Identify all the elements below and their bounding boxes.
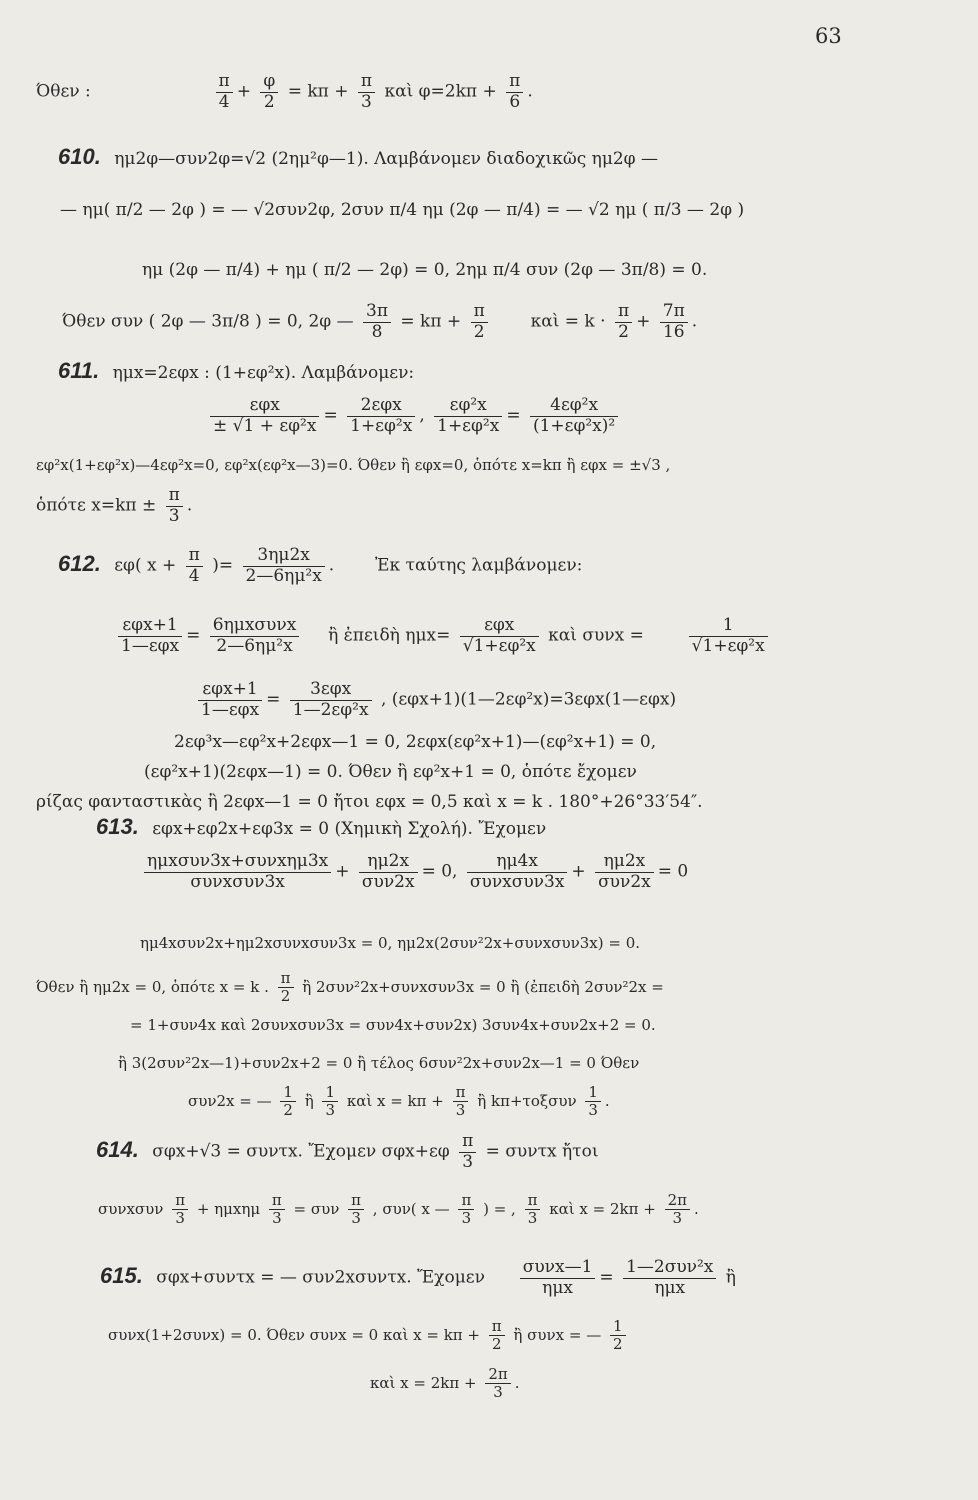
equation-text: Ἐκ ταύτης λαμβάνομεν:: [375, 555, 583, 576]
fraction: $\frac{1}{3}$: [322, 1084, 338, 1120]
equation-text: καὶ x = kπ +: [346, 1091, 444, 1110]
fraction: $\frac{1}{2}$: [280, 1084, 296, 1120]
problem-610-line: Όθεν συν ( 2φ — 3π/8 ) = 0, 2φ — $\frac{3\pi}{8}$ = kπ + $\frac{\pi}{2}$ καὶ = k · $\frac{\pi}{2}$ + $\frac{7\pi}{16}$ .: [62, 301, 698, 342]
problem-615-line: [108, 1318, 630, 1354]
fraction: $\frac{\pi}{3}$: [269, 1192, 285, 1228]
equation-text: = kπ +: [287, 81, 349, 102]
equation-text: + ημxημ: [196, 1199, 261, 1218]
problem-613-line: = 1+συν4x καὶ 2συνxσυν3x = συν4x+συν2x) 3συν4x+συν2x+2 = 0.: [130, 1016, 656, 1034]
fraction: ημxσυν3x+συνxημ3x συνxσυν3x: [144, 852, 331, 892]
fraction: $\frac{\pi}{2}$: [278, 970, 294, 1006]
fraction: ημ2x συν2x: [595, 852, 654, 892]
fraction: $\frac{3\pi}{8}$: [363, 302, 391, 342]
fraction: $\frac{\pi}{2}$: [471, 302, 488, 342]
since-text: Όθεν :: [36, 81, 91, 102]
problem-611-fractions: εφx ± √1 + εφ²x = 2εφx 1+εφ²x , $\frac{\text{εφ²x}}{\text{1+εφ²x}}$ = $\frac{\text{4εφ²x}}{\text{(1+εφ²x)²}}$: [206, 396, 622, 436]
fraction: $\frac{\pi}{3}$: [458, 1192, 474, 1228]
problem-612-line: (εφ²x+1)(2εφx—1) = 0. Όθεν ἢ εφ²x+1 = 0, ὁπότε ἔχομεν: [144, 762, 637, 782]
equation-text: ὁπότε x=kπ ±: [36, 495, 157, 516]
problem-612-line: 2εφ³x—εφ²x+2εφx—1 = 0, 2εφx(εφ²x+1)—(εφ²x+1) = 0,: [174, 732, 657, 752]
equation-text: Όθεν συν ( 2φ — 3π/8 ) = 0, 2φ —: [62, 311, 354, 332]
fraction: $\frac{\varphi}{2}$: [260, 72, 278, 112]
equation-text: , συν( x —: [372, 1199, 450, 1218]
problem-612-line: 612. εφ( x + $\frac{\pi}{4}$ )= $\frac{3\eta\mu 2x}{\text{2—6ημ²x}}$ . Ἐκ ταύτης λαμβάνομεν:: [58, 545, 583, 586]
fraction: εφx √1+εφ²x: [460, 616, 539, 656]
equation-text: = kπ +: [400, 311, 462, 332]
fraction: $\frac{1}{\text{√1+εφ²x}}$: [689, 616, 768, 656]
fraction: $\frac{\text{4εφ²x}}{\text{(1+εφ²x)²}}$: [530, 396, 618, 436]
equation-text: = συντx ἤτοι: [485, 1141, 599, 1162]
problem-614-line: συνxσυν $\frac{\pi}{3}$ + ημxημ $\frac{\pi}{3}$ = συν $\frac{\pi}{3}$ , συν( x — $\frac{\pi}{3}$ ) = , $\frac{\pi}{3}$ καὶ x = 2kπ + $\frac{2\pi}{3}$ .: [98, 1191, 699, 1228]
equation-text: Όθεν ἢ ημ2x = 0, ὁπότε x = k .: [36, 977, 269, 996]
problem-612-line: εφx+1 1—εφx = 6ημxσυνx 2—6ημ²x ἢ ἐπειδὴ ημx= εφx √1+εφ²x καὶ συνx = $\frac{1}{\text{√1+εφ²x}}$: [114, 616, 772, 656]
problem-613-line: ἢ 3(2συν²2x—1)+συν2x+2 = 0 ἢ τέλος 6συν²2x+συν2x—1 = 0 Όθεν: [118, 1054, 640, 1072]
problem-613-line: [36, 970, 664, 1006]
fraction: $\frac{\pi}{3}$: [166, 486, 183, 526]
fraction: 1—2συν²x ημx: [623, 1258, 716, 1298]
fraction: $\frac{3\eta\mu 2x}{\text{2—6ημ²x}}$: [243, 546, 325, 586]
problem-613-fractions: ημxσυν3x+συνxημ3x συνxσυν3x + ημ2x συν2x = 0, ημ4x συνxσυν3x + ημ2x συν2x = 0: [140, 852, 688, 892]
fraction: εφx ± √1 + εφ²x: [210, 396, 319, 436]
fraction: $\frac{2\pi}{3}$: [485, 1366, 510, 1402]
equation-text: ἢ ἐπειδὴ ημx=: [328, 625, 451, 646]
fraction: 3εφx 1—2εφ²x: [290, 680, 372, 720]
fraction: ημ4x συνxσυν3x: [467, 852, 568, 892]
problem-number: 615.: [100, 1262, 143, 1288]
fraction: $\frac{\text{εφ²x}}{\text{1+εφ²x}}$: [434, 396, 502, 436]
problem-number: 611.: [58, 358, 100, 383]
fraction: εφx+1 1—εφx: [118, 616, 182, 656]
equation-text: ἢ: [304, 1091, 314, 1110]
equation-text: καὶ = k ·: [530, 311, 606, 332]
fraction: $\frac{\pi}{3}$: [358, 72, 375, 112]
fraction: $\frac{\pi}{4}$: [216, 72, 233, 112]
equation-text: = συν: [293, 1199, 340, 1218]
page-number: 63: [815, 24, 842, 48]
fraction: $\frac{\pi}{2}$: [615, 302, 632, 342]
fraction: $\frac{\pi}{3}$: [348, 1192, 364, 1228]
fraction: 6ημxσυνx 2—6ημ²x: [210, 616, 300, 656]
fraction: $\frac{\pi}{3}$: [525, 1192, 541, 1228]
equation-text: εφx+εφ2x+εφ3x = 0 (Χημικὴ Σχολή). Ἔχομεν: [152, 819, 547, 839]
fraction: $\frac{\pi}{3}$: [172, 1192, 188, 1228]
equation-text: σφx+συντx = — συν2xσυντx. Ἔχομεν: [156, 1267, 485, 1288]
problem-number: 610.: [58, 144, 101, 169]
equation-text: καὶ συνx =: [548, 625, 644, 646]
fraction: $\frac{\pi}{3}$: [459, 1132, 476, 1172]
equation-text: ἢ: [725, 1267, 736, 1288]
fraction: $\frac{\pi}{4}$: [186, 546, 203, 586]
problem-number: 613.: [96, 814, 139, 839]
problem-610-line: [58, 146, 658, 168]
problem-611-line: ὁπότε x=kπ ± $\frac{\pi}{3}$ .: [36, 485, 193, 526]
equation-text: ἢ συνx = —: [513, 1325, 602, 1344]
fraction: $\frac{\pi}{3}$: [453, 1084, 469, 1120]
equation-text: ἢ kπ+τοξσυν: [477, 1091, 577, 1110]
fraction: $\frac{7\pi}{16}$: [660, 302, 688, 342]
problem-611-line: εφ²x(1+εφ²x)—4εφ²x=0, εφ²x(εφ²x—3)=0. Όθεν ἢ εφx=0, ὁπότε x=kπ ἢ εφx = ±√3 ,: [36, 456, 671, 474]
equation-text: συνxσυν: [98, 1199, 164, 1218]
problem-613-line: ημ4xσυν2x+ημ2xσυνxσυν3x = 0, ημ2x(2συν²2x+συνxσυν3x) = 0.: [140, 934, 641, 952]
fraction: $\frac{1}{2}$: [610, 1318, 626, 1354]
equation-text: ημ2φ—συν2φ=√2 (2ημ²φ—1). Λαμβάνομεν διαδοχικῶς ημ2φ —: [114, 149, 658, 169]
equation-text: συν2x = —: [188, 1091, 272, 1110]
equation-text: συνx(1+2συνx) = 0. Όθεν συνx = 0 καὶ x = kπ +: [108, 1325, 480, 1344]
equation-text: σφx+√3 = συντx. Ἔχομεν σφx+εφ: [152, 1141, 450, 1162]
equation-text: ἢ 2συν²2x+συνxσυν3x = 0 ἢ (ἐπειδὴ 2συν²2x =: [302, 977, 664, 996]
line-since: Όθεν : $\frac{\pi}{4}$ + $\frac{\varphi}{2}$ = kπ + $\frac{\pi}{3}$ καὶ φ=2kπ + $\frac{\pi}{6}$ .: [36, 71, 533, 112]
equation-text: ημx=2εφx : (1+εφ²x). Λαμβάνομεν:: [112, 363, 415, 383]
fraction: ημ2x συν2x: [359, 852, 418, 892]
problem-613-line: συν2x = — $\frac{1}{2}$ ἢ $\frac{1}{3}$ καὶ x = kπ + $\frac{\pi}{3}$ ἢ kπ+τοξσυν $\frac{1}{3}$ .: [188, 1083, 610, 1120]
problem-615-line: καὶ x = 2kπ + $\frac{2\pi}{3}$ .: [370, 1365, 520, 1402]
problem-612-line: ρίζας φανταστικὰς ἢ 2εφx—1 = 0 ἤτοι εφx = 0,5 καὶ x = k . 180°+26°33′54″.: [36, 792, 703, 812]
problem-number: 614.: [96, 1136, 139, 1162]
equation-text: )=: [212, 555, 234, 576]
fraction: $\frac{\pi}{2}$: [489, 1318, 505, 1354]
problem-611-line: [58, 360, 414, 382]
problem-614-line: [96, 1132, 598, 1172]
fraction: συνx—1 ημx: [520, 1258, 596, 1298]
equation-text: καὶ x = 2kπ +: [370, 1373, 477, 1392]
problem-610-line: — ημ( π/2 — 2φ ) = — √2συν2φ, 2συν π/4 ημ (2φ — π/4) = — √2 ημ ( π/3 — 2φ ): [60, 200, 745, 220]
fraction: 2εφx 1+εφ²x: [347, 396, 415, 436]
problem-615-line: 615. σφx+συντx = — συν2xσυντx. Ἔχομεν συνx—1 ημx = 1—2συν²x ημx ἢ: [100, 1257, 736, 1298]
fraction: $\frac{2\pi}{3}$: [665, 1192, 690, 1228]
problem-610-line: ημ (2φ — π/4) + ημ ( π/2 — 2φ) = 0, 2ημ π/4 συν (2φ — 3π/8) = 0.: [142, 260, 708, 280]
fraction: $\frac{\pi}{6}$: [506, 72, 523, 112]
problem-613-line: [96, 816, 546, 838]
equation-text: ) = ,: [483, 1199, 516, 1218]
problem-number: 612.: [58, 550, 101, 576]
equation-text: , (εφx+1)(1—2εφ²x)=3εφx(1—εφx): [380, 689, 677, 710]
equation-text: καὶ x = 2kπ +: [549, 1199, 656, 1218]
equation-text: εφ( x +: [114, 555, 177, 576]
problem-612-line: εφx+1 1—εφx = 3εφx 1—2εφ²x , (εφx+1)(1—2εφ²x)=3εφx(1—εφx): [194, 680, 676, 720]
fraction: $\frac{1}{3}$: [585, 1084, 601, 1120]
fraction: εφx+1 1—εφx: [198, 680, 262, 720]
equation-text: καὶ φ=2kπ +: [384, 81, 497, 102]
